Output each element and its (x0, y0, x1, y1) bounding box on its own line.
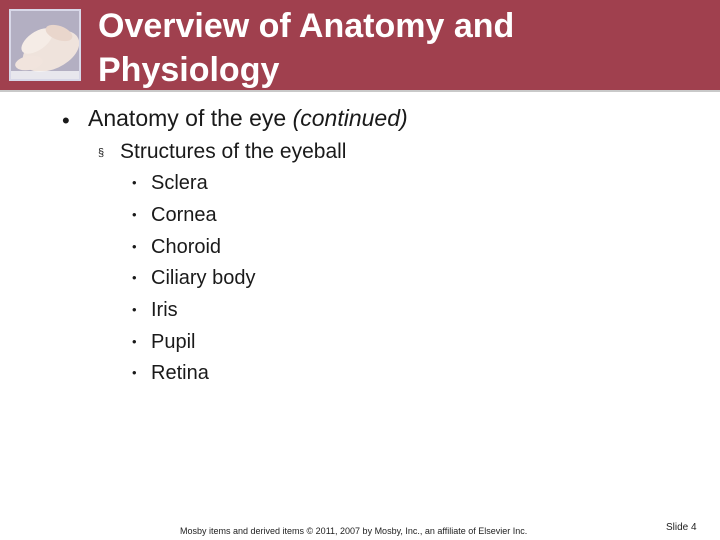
slide-title-line1: Overview of Anatomy and (98, 7, 515, 45)
level1-emphasis: (continued) (292, 105, 408, 131)
list-item: Choroid (151, 236, 222, 258)
copyright-footer: Mosby items and derived items © 2011, 2007 by Mosby, Inc., an affiliate of Elsevier Inc. (180, 526, 528, 536)
list-bullet: • (132, 365, 137, 380)
list-bullet: • (132, 334, 137, 349)
level1-bullet: • (62, 108, 70, 133)
list-bullet: • (132, 302, 137, 317)
list-item: Ciliary body (151, 267, 256, 289)
hands-photo-icon (9, 9, 81, 81)
list-item: Cornea (151, 204, 217, 226)
level2-bullet: § (98, 147, 105, 159)
list-bullet: • (132, 270, 137, 285)
list-bullet: • (132, 239, 137, 254)
list-item: Sclera (151, 172, 208, 194)
list-bullet: • (132, 207, 137, 222)
list-item: Iris (151, 299, 178, 321)
list-item: Pupil (151, 331, 196, 353)
level2-text: Structures of the eyeball (120, 140, 347, 163)
list-item: Retina (151, 362, 209, 384)
slide-title-line2: Physiology (98, 51, 280, 89)
slide-number: Slide 4 (666, 522, 697, 533)
slide-title (98, 4, 698, 92)
level1-text (88, 105, 408, 132)
level1-label: Anatomy of the eye (88, 105, 287, 131)
list-bullet: • (132, 175, 137, 190)
